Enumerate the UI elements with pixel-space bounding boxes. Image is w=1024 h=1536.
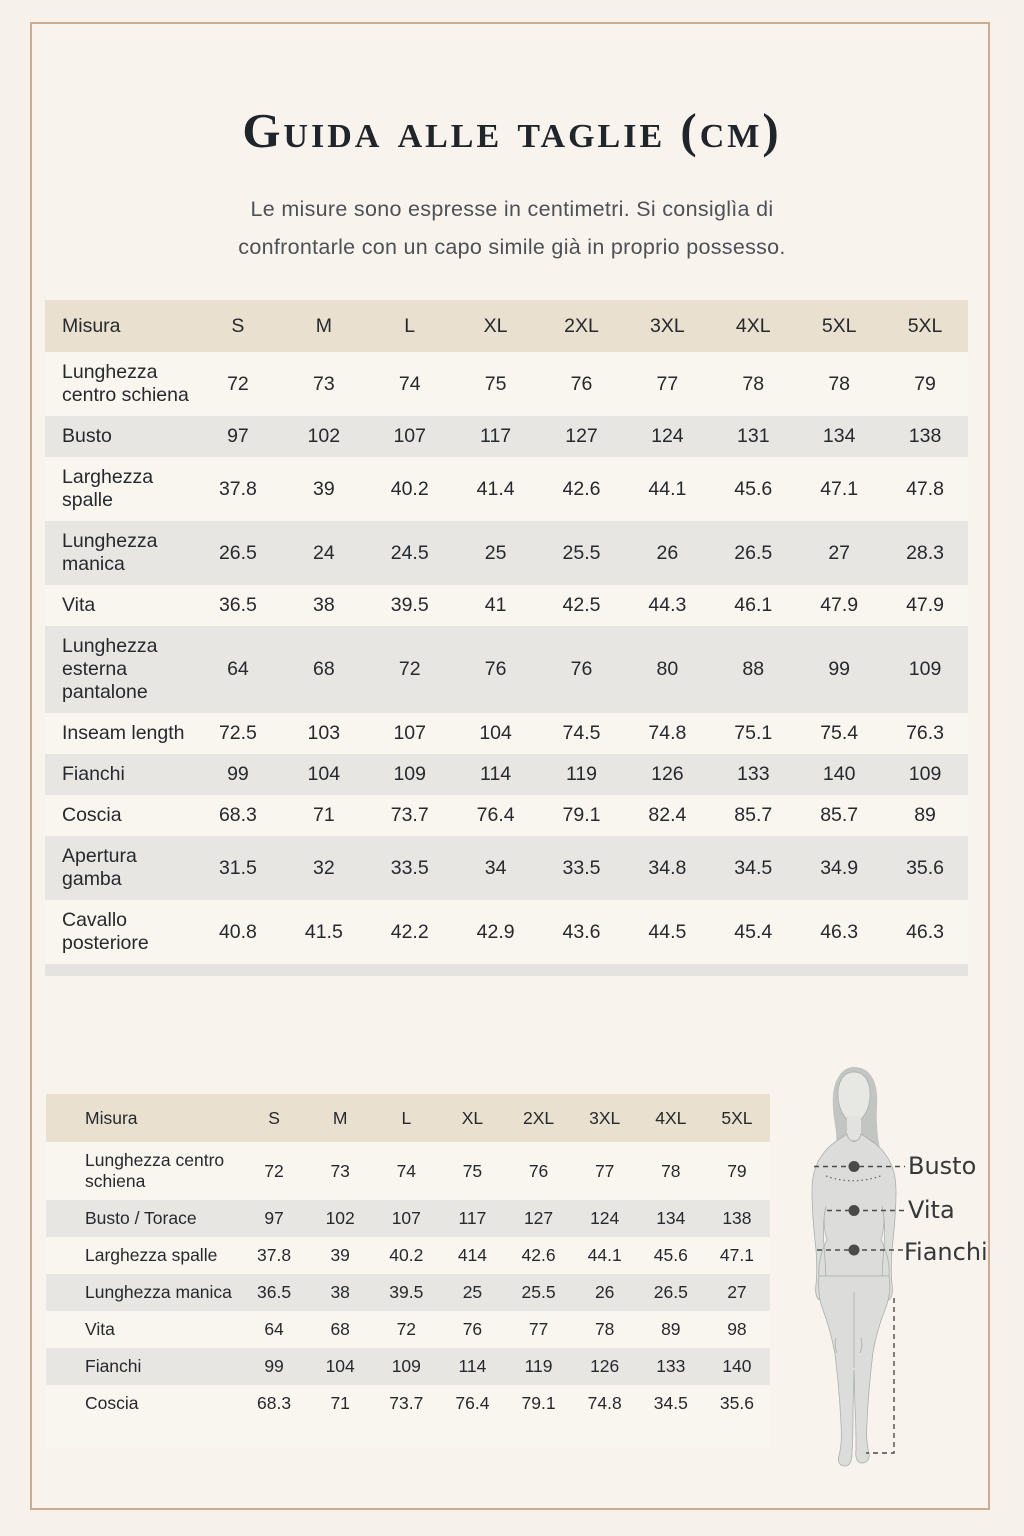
size-value: 46.3 [820,920,859,943]
size-value: 72 [227,372,249,395]
header-size-4xl: 4XL [735,314,771,337]
size-value: 36.5 [257,1282,292,1302]
table-row [45,836,968,900]
size-value: 33.5 [562,856,601,879]
size-value: 78 [661,1160,681,1181]
size-value: 26 [656,541,679,564]
table-row [46,1385,770,1422]
size-value: 34.5 [734,856,773,879]
size-value: 134 [656,1208,686,1228]
size-value: 119 [524,1356,553,1376]
subtitle-line-1: Le misure sono espresse in centimetri. Si consiglìa di [250,197,774,221]
size-value: 126 [590,1356,620,1376]
size-value: 73 [330,1160,350,1181]
size-value: 77 [656,372,679,395]
size-value: 47.9 [820,594,859,616]
size-value: 77 [594,1160,615,1181]
size-value: 78 [742,372,765,395]
size-value: 74 [396,1160,417,1181]
size-value: 74.8 [587,1393,622,1413]
measure-label: Cavallo posteriore [62,909,149,954]
size-value: 127 [523,1208,554,1228]
size-value: 33.5 [390,856,429,879]
size-value: 47.9 [906,594,945,616]
size-value: 44.3 [648,594,687,616]
size-value: 76.3 [906,722,945,744]
size-value: 89 [914,804,936,826]
size-value: 36.5 [218,594,257,616]
size-value: 88 [742,658,765,680]
size-value: 138 [722,1208,752,1228]
size-value: 104 [479,722,512,744]
table-row [46,1311,770,1348]
size-value: 45.4 [734,920,773,943]
measure-label: Lunghezza manica [62,530,158,575]
size-value: 40.8 [218,920,257,943]
size-value: 76 [528,1160,549,1181]
female-body-silhouette [790,1060,1002,1515]
size-value: 97 [264,1208,284,1228]
size-value: 76 [484,658,507,680]
size-value: 99 [828,658,851,680]
size-value: 42.9 [476,920,515,943]
table-body [46,1142,770,1422]
measure-label: Fianchi [62,763,125,785]
size-value: 32 [312,856,335,879]
table-bottom-padding [46,1422,770,1448]
table-row [45,795,968,836]
size-value: 89 [661,1319,681,1339]
size-value: 31.5 [218,856,257,879]
body-measurement-figure [790,1060,1002,1515]
size-value: 74.8 [648,722,687,744]
size-value: 72 [396,1319,417,1339]
measure-label: Lunghezza centro schiena [62,361,189,406]
size-value: 124 [590,1208,620,1228]
size-value: 75.4 [820,722,859,744]
size-value: 37.8 [218,477,257,500]
size-value: 39.5 [389,1282,424,1302]
measure-label: Lunghezza centro schiena [85,1150,225,1191]
header-size-2xl: 2XL [522,1107,555,1128]
measure-label: Lunghezza manica [85,1282,232,1302]
page-subtitle [0,190,1024,266]
table-body [45,352,968,964]
size-value: 140 [822,763,856,785]
size-value: 79 [914,372,936,395]
size-value: 47.1 [719,1245,754,1265]
size-value: 34.9 [820,856,859,879]
measure-label: Coscia [85,1393,139,1413]
size-value: 40.2 [390,477,429,500]
header-size-l: L [401,1107,412,1128]
header-size-2xl: 2XL [564,314,599,337]
size-value: 74.5 [562,722,601,744]
table-row [45,416,968,457]
header-size-3xl: 3XL [589,1107,621,1128]
size-value: 38 [312,594,335,616]
header-size-3xl: 3XL [650,314,685,337]
header-measure: Misura [62,314,121,337]
header-size-m: M [315,314,332,337]
size-value: 77 [528,1319,549,1339]
page-title: Guida alle taglie (cm) [242,103,782,158]
size-value: 26.5 [734,541,773,564]
table-row [45,754,968,795]
size-value: 41.5 [304,920,343,943]
table-row [46,1348,770,1385]
size-value: 25.5 [562,541,601,564]
size-value: 64 [264,1319,284,1339]
size-value: 45.6 [734,477,773,500]
header-size-xl: XL [483,314,508,337]
size-value: 107 [393,425,426,447]
bust-label: Busto [908,1152,977,1180]
size-value: 114 [480,763,512,785]
size-value: 76 [570,658,593,680]
table-row [46,1237,770,1274]
size-value: 98 [727,1319,747,1339]
size-value: 104 [307,763,341,785]
table-row [45,713,968,754]
measure-label: Apertura gamba [62,845,137,890]
size-value: 28.3 [906,541,945,564]
size-value: 79.1 [562,804,601,826]
size-value: 34.8 [648,856,687,879]
size-value: 42.6 [562,477,601,500]
table-header-row [45,300,968,352]
size-value: 72 [264,1160,284,1181]
size-value: 104 [325,1356,355,1376]
size-value: 26.5 [653,1282,688,1302]
size-value: 24 [312,541,335,564]
size-value: 97 [227,425,249,447]
size-value: 76 [570,372,593,395]
table-row [45,521,968,585]
size-value: 26 [594,1282,615,1302]
size-value: 107 [391,1208,421,1228]
measure-label: Busto [62,425,112,447]
size-value: 79.1 [521,1393,556,1413]
table-row [45,585,968,626]
size-value: 85.7 [734,804,773,826]
size-value: 39 [330,1245,350,1265]
size-value: 76.4 [476,804,515,826]
table-row [45,900,968,964]
size-value: 35.6 [719,1393,754,1413]
size-value: 102 [307,425,341,447]
size-value: 138 [908,425,942,447]
size-value: 124 [651,425,684,447]
measure-label: Coscia [62,804,122,826]
measure-label: Fianchi [85,1356,142,1376]
header-size-xl: XL [461,1107,484,1128]
size-value: 39 [312,477,335,500]
size-value: 76.4 [455,1393,490,1413]
size-value: 73.7 [390,804,429,826]
header-size-l: L [404,314,416,337]
size-value: 44.1 [587,1245,622,1265]
table-row [46,1142,770,1200]
size-value: 85.7 [820,804,859,826]
size-value: 43.6 [562,920,601,943]
size-value: 46.3 [906,920,945,943]
size-value: 78 [828,372,851,395]
header-size-5xl: 5XL [821,314,857,337]
measure-label: Lunghezza esterna pantalone [62,635,158,703]
table-header-row [46,1094,770,1142]
size-value: 99 [264,1356,284,1376]
size-table-main [45,300,968,976]
measure-label: Inseam length [62,722,185,744]
size-value: 117 [458,1208,487,1228]
size-value: 107 [393,722,426,744]
size-value: 68.3 [218,804,257,826]
size-value: 47.8 [906,477,945,500]
size-value: 35.6 [906,856,945,879]
size-value: 133 [737,763,770,785]
size-value: 109 [393,763,426,785]
size-value: 102 [325,1208,355,1228]
size-value: 46.1 [734,594,773,616]
size-value: 64 [227,658,249,680]
table-row [46,1274,770,1311]
header-size-s: S [268,1107,280,1128]
size-value: 25 [484,541,507,564]
subtitle-line-2: confrontarle con un capo simile già in proprio possesso. [238,235,786,259]
hips-label: Fianchi [904,1238,988,1266]
size-value: 42.5 [562,594,601,616]
measure-label: Vita [62,594,96,616]
size-value: 109 [391,1356,421,1376]
size-value: 34 [484,856,507,879]
table-row [45,457,968,521]
size-value: 34.5 [653,1393,688,1413]
size-value: 27 [828,541,851,564]
size-value: 73.7 [389,1393,424,1413]
measure-label: Busto / Torace [85,1208,197,1228]
size-table-secondary [46,1094,770,1448]
size-value: 131 [737,425,770,447]
size-value: 44.1 [648,477,687,500]
size-value: 414 [457,1245,488,1265]
size-value: 39.5 [390,594,429,616]
size-value: 68.3 [257,1393,292,1413]
size-value: 126 [651,763,684,785]
size-value: 79 [727,1160,747,1181]
size-value: 37.8 [257,1245,292,1265]
size-value: 71 [330,1393,350,1413]
size-value: 72 [398,658,421,680]
header-size-5xl: 5XL [721,1107,753,1128]
size-value: 71 [312,804,335,826]
size-value: 44.5 [648,920,687,943]
size-value: 41 [484,594,507,616]
size-value: 109 [908,658,942,680]
size-value: 103 [307,722,341,744]
size-value: 75 [462,1160,483,1181]
size-value: 134 [822,425,856,447]
size-value: 117 [480,425,512,447]
size-value: 42.2 [390,920,429,943]
size-value: 74 [398,372,421,395]
size-value: 80 [656,658,679,680]
size-value: 47.1 [820,477,859,500]
size-value: 45.6 [653,1245,688,1265]
size-value: 68 [312,658,335,680]
size-value: 38 [330,1282,350,1302]
header-size-m: M [332,1107,348,1128]
table-footer-strip [45,964,968,976]
header-measure: Misura [85,1107,138,1128]
waist-label: Vita [908,1196,955,1224]
size-value: 82.4 [648,804,687,826]
size-value: 41.4 [476,477,515,500]
measure-label: Larghezza spalle [62,466,154,511]
size-value: 26.5 [218,541,257,564]
size-value: 114 [458,1356,487,1376]
size-value: 25 [462,1282,483,1302]
size-value: 133 [656,1356,686,1376]
header-size-4xl: 4XL [655,1107,687,1128]
size-value: 68 [330,1319,350,1339]
size-value: 72.5 [218,722,257,744]
measure-label: Larghezza spalle [85,1245,218,1265]
header-size-5xl-2: 5XL [907,314,943,337]
size-value: 78 [594,1319,615,1339]
size-value: 25.5 [521,1282,556,1302]
header-size-s: S [231,314,245,337]
size-value: 42.6 [521,1245,556,1265]
size-value: 76 [462,1319,483,1339]
table-row [45,626,968,713]
size-value: 127 [565,425,598,447]
size-value: 75.1 [734,722,773,744]
size-value: 99 [227,763,249,785]
size-value: 75 [484,372,507,395]
size-value: 27 [727,1282,747,1302]
measure-label: Vita [85,1319,115,1339]
size-value: 40.2 [389,1245,424,1265]
table-row [45,352,968,416]
size-value: 140 [722,1356,752,1376]
size-value: 109 [908,763,942,785]
size-value: 73 [312,372,335,395]
size-value: 119 [565,763,598,785]
size-value: 24.5 [390,541,429,564]
table-row [46,1200,770,1237]
